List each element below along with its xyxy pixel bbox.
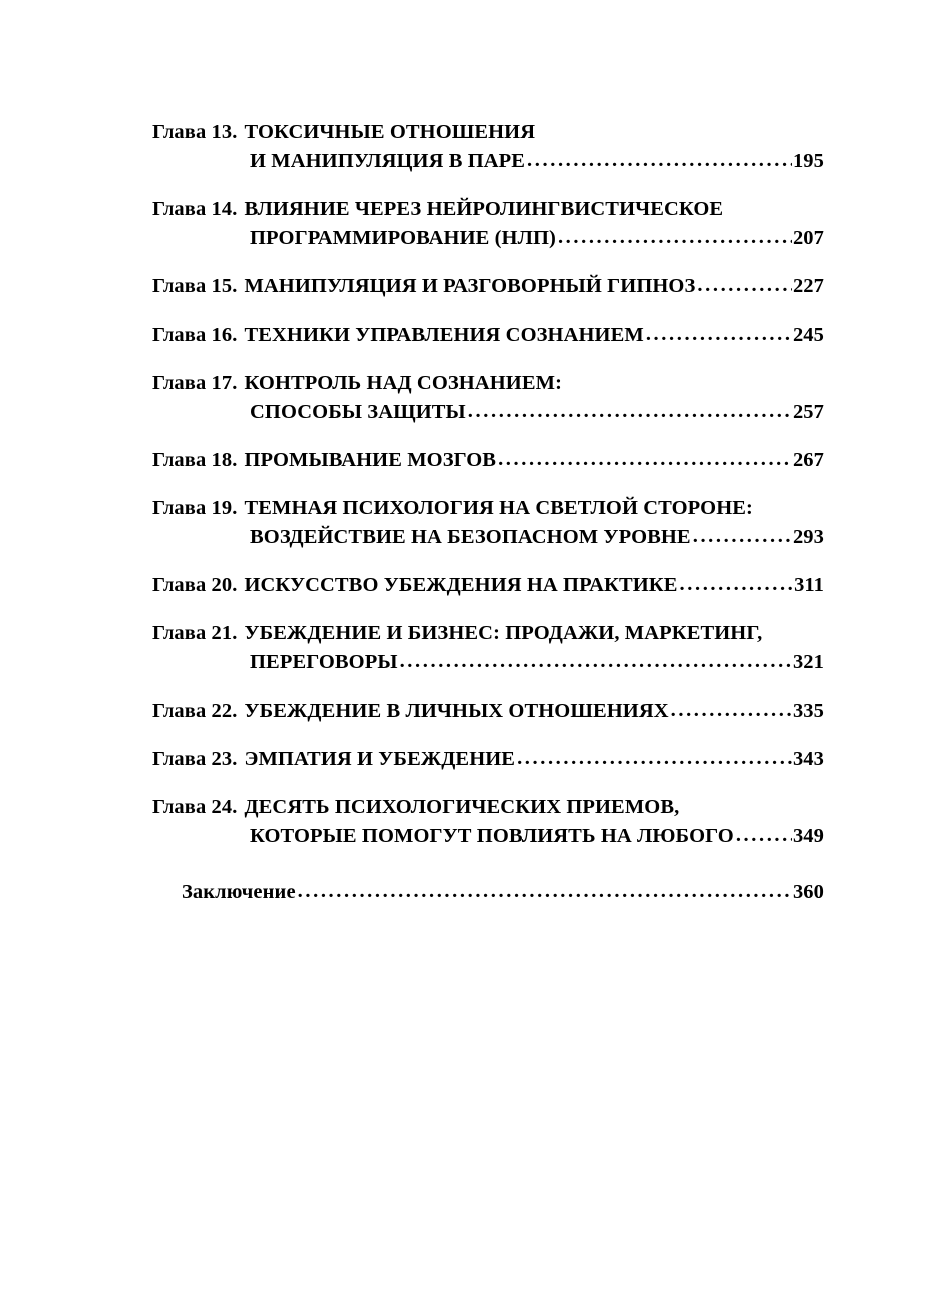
toc-entry[interactable] — [152, 118, 824, 176]
chapter-title-line: ВОЗДЕЙСТВИЕ НА БЕЗОПАСНОМ УРОВНЕ — [250, 526, 691, 549]
page-number: 343 — [792, 747, 824, 770]
chapter-label: Глава 21. — [152, 622, 238, 645]
page-number: 321 — [792, 651, 824, 674]
chapter-label: Глава 20. — [152, 574, 238, 597]
toc-entry[interactable] — [152, 369, 824, 427]
chapter-label: Глава 18. — [152, 448, 238, 471]
toc-entry[interactable] — [152, 321, 824, 350]
toc-entry[interactable] — [152, 195, 824, 253]
chapter-label: Глава 17. — [152, 371, 238, 394]
chapter-label: Глава 22. — [152, 699, 238, 722]
toc-entry[interactable] — [152, 745, 824, 774]
toc-entry-conclusion[interactable] — [152, 878, 824, 907]
dot-leader — [693, 522, 792, 551]
chapter-title-line: ПЕРЕГОВОРЫ — [250, 651, 398, 674]
dot-leader — [558, 223, 792, 252]
dot-leader — [527, 146, 792, 175]
dot-leader — [646, 320, 792, 349]
table-of-contents — [152, 118, 824, 926]
chapter-label: Глава 13. — [152, 121, 238, 143]
page-number: 267 — [792, 448, 824, 471]
chapter-label: Глава 14. — [152, 198, 238, 221]
chapter-title-line: И МАНИПУЛЯЦИЯ В ПАРЕ — [250, 150, 526, 173]
chapter-label: Глава 23. — [152, 747, 238, 770]
toc-entry[interactable] — [152, 494, 824, 552]
toc-entry[interactable] — [152, 272, 824, 301]
conclusion-label: Заключение — [182, 880, 296, 903]
page-number: 349 — [792, 824, 824, 847]
chapter-title-line: ТЕХНИКИ УПРАВЛЕНИЯ СОЗНАНИЕМ — [244, 323, 644, 346]
dot-leader — [298, 877, 792, 906]
dot-leader — [680, 570, 794, 599]
page-number: 257 — [792, 400, 824, 423]
dot-leader — [736, 821, 792, 850]
dot-leader — [517, 744, 792, 773]
toc-entry[interactable] — [152, 697, 824, 726]
page-number: 360 — [792, 880, 824, 903]
toc-entry[interactable] — [152, 446, 824, 475]
chapter-title-line: УБЕЖДЕНИЕ И БИЗНЕС: ПРОДАЖИ, МАРКЕТИНГ, — [244, 622, 763, 645]
chapter-title-line: МАНИПУЛЯЦИЯ И РАЗГОВОРНЫЙ ГИПНОЗ — [244, 275, 696, 298]
dot-leader — [671, 696, 792, 725]
chapter-title-line: КОТОРЫЕ ПОМОГУТ ПОВЛИЯТЬ НА ЛЮБОГО — [250, 824, 734, 847]
toc-entry[interactable] — [152, 619, 824, 677]
page-number: 245 — [792, 323, 824, 346]
page-number: 293 — [792, 526, 824, 549]
dot-leader — [468, 397, 792, 426]
page-number: 207 — [792, 227, 824, 250]
chapter-title-line: ТЕМНАЯ ПСИХОЛОГИЯ НА СВЕТЛОЙ СТОРОНЕ: — [244, 496, 753, 519]
dot-leader — [697, 271, 792, 300]
chapter-title-line: ПРОГРАММИРОВАНИЕ (НЛП) — [250, 227, 556, 250]
dot-leader — [400, 647, 792, 676]
page-number: 227 — [792, 275, 824, 298]
chapter-label: Глава 19. — [152, 496, 238, 519]
chapter-title-line: ВЛИЯНИЕ ЧЕРЕЗ НЕЙРОЛИНГВИСТИЧЕСКОЕ — [244, 198, 724, 221]
chapter-title-line: ТОКСИЧНЫЕ ОТНОШЕНИЯ — [244, 121, 536, 143]
chapter-title-line: УБЕЖДЕНИЕ В ЛИЧНЫХ ОТНОШЕНИЯХ — [244, 699, 669, 722]
chapter-title-line: СПОСОБЫ ЗАЩИТЫ — [250, 400, 466, 423]
chapter-label: Глава 24. — [152, 795, 238, 818]
chapter-label: Глава 15. — [152, 275, 238, 298]
chapter-title-line: ПРОМЫВАНИЕ МОЗГОВ — [244, 448, 497, 471]
chapter-label: Глава 16. — [152, 323, 238, 346]
page-number: 335 — [792, 699, 824, 722]
dot-leader — [498, 445, 792, 474]
page-number: 311 — [794, 574, 824, 597]
toc-entry[interactable] — [152, 571, 824, 600]
chapter-title-line: ЭМПАТИЯ И УБЕЖДЕНИЕ — [244, 747, 516, 770]
chapter-title-line: ДЕСЯТЬ ПСИХОЛОГИЧЕСКИХ ПРИЕМОВ, — [244, 795, 680, 818]
chapter-title-line: ИСКУССТВО УБЕЖДЕНИЯ НА ПРАКТИКЕ — [244, 574, 678, 597]
toc-entry[interactable] — [152, 793, 824, 851]
page-number: 195 — [792, 150, 824, 173]
chapter-title-line: КОНТРОЛЬ НАД СОЗНАНИЕМ: — [244, 371, 562, 394]
